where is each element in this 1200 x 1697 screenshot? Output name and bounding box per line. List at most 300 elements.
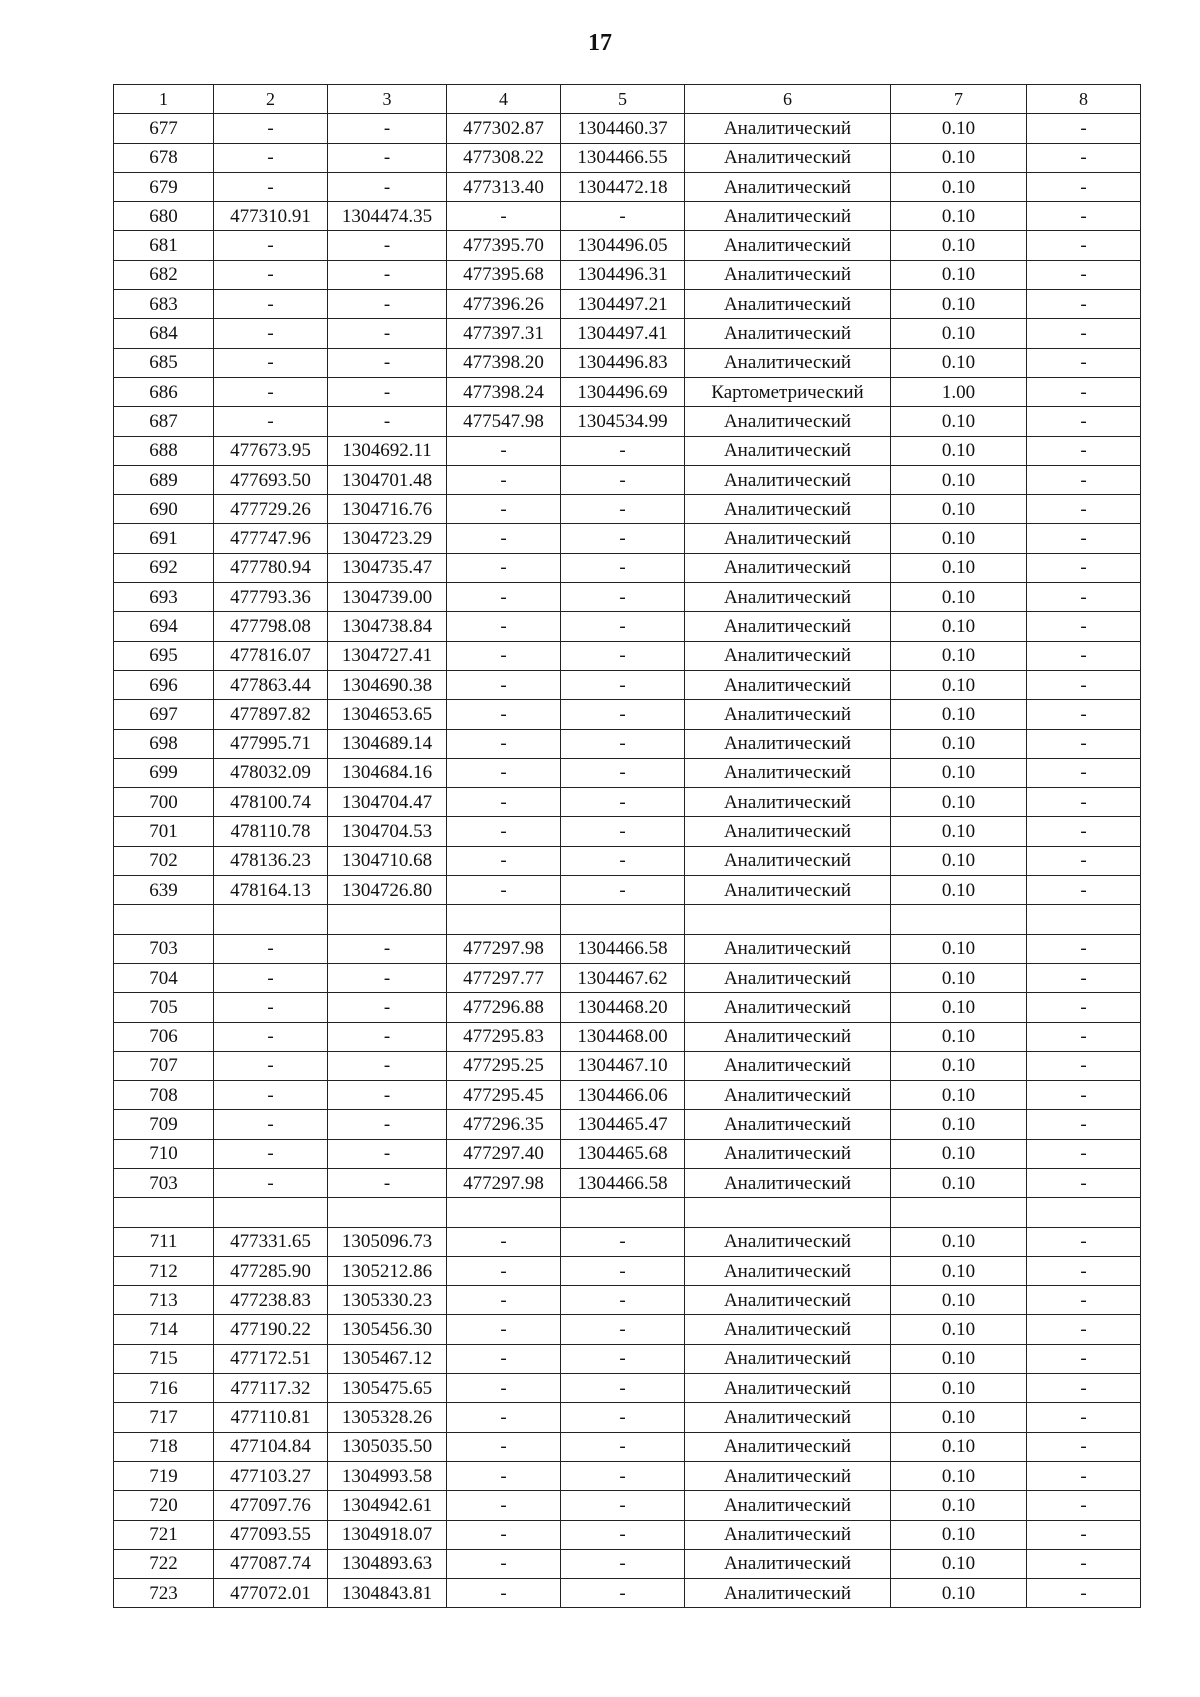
table-cell: - (1027, 934, 1141, 963)
table-cell: 639 (114, 876, 214, 905)
table-cell: - (1027, 1256, 1141, 1285)
table-cell: - (447, 817, 561, 846)
table-cell: - (214, 407, 328, 436)
table-cell: - (1027, 524, 1141, 553)
table-cell: 477117.32 (214, 1374, 328, 1403)
table-cell: 681 (114, 231, 214, 260)
table-cell (214, 905, 328, 934)
table-row (114, 260, 1141, 289)
table-cell (561, 905, 685, 934)
table-cell: - (1027, 1227, 1141, 1256)
table-cell: 1304467.62 (561, 963, 685, 992)
table-cell: 1304692.11 (328, 436, 447, 465)
table-cell: Аналитический (685, 524, 891, 553)
table-cell: - (447, 583, 561, 612)
table-cell: 477313.40 (447, 172, 561, 201)
table-cell: 477297.98 (447, 934, 561, 963)
table-cell: 0.10 (891, 524, 1027, 553)
table-cell: 0.10 (891, 670, 1027, 699)
table-cell: 477110.81 (214, 1403, 328, 1432)
table-cell: 477172.51 (214, 1344, 328, 1373)
table-cell: Аналитический (685, 1256, 891, 1285)
table-cell: 0.10 (891, 1461, 1027, 1490)
table-row (114, 1374, 1141, 1403)
table-cell: 696 (114, 670, 214, 699)
table-cell: Аналитический (685, 172, 891, 201)
table-cell: - (1027, 670, 1141, 699)
table-cell: - (1027, 436, 1141, 465)
table-row (114, 1491, 1141, 1520)
table-cell: 684 (114, 319, 214, 348)
table-cell: 478164.13 (214, 876, 328, 905)
table-cell: 1304993.58 (328, 1461, 447, 1490)
table-cell: - (447, 1549, 561, 1578)
table-cell: 693 (114, 583, 214, 612)
table-cell: Аналитический (685, 202, 891, 231)
table-cell: Аналитический (685, 260, 891, 289)
table-cell: 1304466.58 (561, 934, 685, 963)
table-cell: 477793.36 (214, 583, 328, 612)
table-cell: - (1027, 1286, 1141, 1315)
table-cell: Аналитический (685, 1051, 891, 1080)
table-cell: Аналитический (685, 1110, 891, 1139)
table-cell: 477285.90 (214, 1256, 328, 1285)
table-cell: Аналитический (685, 1520, 891, 1549)
table-cell: - (561, 436, 685, 465)
table-row (114, 202, 1141, 231)
table-cell: 0.10 (891, 1081, 1027, 1110)
table-cell: 477093.55 (214, 1520, 328, 1549)
table-cell: - (214, 1168, 328, 1197)
table-cell: 477302.87 (447, 114, 561, 143)
table-cell: Аналитический (685, 348, 891, 377)
table-cell: 0.10 (891, 319, 1027, 348)
table-cell: 477297.77 (447, 963, 561, 992)
table-cell: - (214, 114, 328, 143)
table-cell: Аналитический (685, 319, 891, 348)
table-cell: Аналитический (685, 1403, 891, 1432)
table-cell: - (1027, 1139, 1141, 1168)
table-row (114, 407, 1141, 436)
table-row (114, 1286, 1141, 1315)
table-cell (214, 1198, 328, 1227)
table-cell: - (214, 348, 328, 377)
table-cell: 0.10 (891, 290, 1027, 319)
table-cell: 707 (114, 1051, 214, 1080)
table-cell: 703 (114, 934, 214, 963)
table-cell: - (1027, 377, 1141, 406)
table-row (114, 1139, 1141, 1168)
table-cell: Аналитический (685, 700, 891, 729)
table-cell: 1304468.00 (561, 1022, 685, 1051)
table-cell: 1304701.48 (328, 465, 447, 494)
table-cell: 1304684.16 (328, 758, 447, 787)
table-row (114, 817, 1141, 846)
table-cell: - (1027, 993, 1141, 1022)
table-cell: Аналитический (685, 583, 891, 612)
table-row (114, 1579, 1141, 1608)
table-cell: 1304726.80 (328, 876, 447, 905)
table-cell: 1304942.61 (328, 1491, 447, 1520)
table-row (114, 377, 1141, 406)
table-row (114, 1227, 1141, 1256)
table-cell: Аналитический (685, 729, 891, 758)
table-cell: Аналитический (685, 1491, 891, 1520)
table-cell: - (447, 670, 561, 699)
table-cell: 677 (114, 114, 214, 143)
table-cell: Аналитический (685, 114, 891, 143)
table-cell: - (328, 1139, 447, 1168)
table-cell: - (1027, 641, 1141, 670)
table-cell: Аналитический (685, 1374, 891, 1403)
table-cell: 477693.50 (214, 465, 328, 494)
table-row (114, 963, 1141, 992)
header-cell: 5 (561, 85, 685, 114)
table-cell: - (561, 1579, 685, 1608)
table-cell: 0.10 (891, 934, 1027, 963)
table-row (114, 436, 1141, 465)
table-cell: 0.10 (891, 1139, 1027, 1168)
table-cell: - (1027, 495, 1141, 524)
table-cell: 692 (114, 553, 214, 582)
table-cell: 0.10 (891, 553, 1027, 582)
table-cell: - (1027, 553, 1141, 582)
table-cell: Аналитический (685, 758, 891, 787)
table-cell: - (1027, 1432, 1141, 1461)
table-cell: 0.10 (891, 1374, 1027, 1403)
table-cell: 716 (114, 1374, 214, 1403)
table-cell: Аналитический (685, 963, 891, 992)
table-cell: - (447, 641, 561, 670)
table-cell: 477395.70 (447, 231, 561, 260)
table-cell: 0.10 (891, 1344, 1027, 1373)
table-cell: - (328, 290, 447, 319)
table-cell: Аналитический (685, 1549, 891, 1578)
table-cell: 1304918.07 (328, 1520, 447, 1549)
table-cell: - (561, 1491, 685, 1520)
table-cell: 0.10 (891, 1022, 1027, 1051)
table-cell: - (328, 143, 447, 172)
table-cell: 477296.35 (447, 1110, 561, 1139)
table-cell: 0.10 (891, 1432, 1027, 1461)
table-cell: 1304468.20 (561, 993, 685, 1022)
table-cell: 0.10 (891, 583, 1027, 612)
table-cell: - (214, 260, 328, 289)
table-cell: - (447, 1227, 561, 1256)
table-cell: 719 (114, 1461, 214, 1490)
table-row (114, 876, 1141, 905)
table-cell: - (447, 1403, 561, 1432)
table-cell: - (561, 553, 685, 582)
table-cell: - (1027, 407, 1141, 436)
table-cell: - (447, 1315, 561, 1344)
table-cell: Аналитический (685, 553, 891, 582)
table-cell: 701 (114, 817, 214, 846)
table-cell: 0.10 (891, 465, 1027, 494)
table-cell: 694 (114, 612, 214, 641)
table-cell: 1305456.30 (328, 1315, 447, 1344)
table-cell: Аналитический (685, 1227, 891, 1256)
table-cell: - (561, 524, 685, 553)
table-row (114, 612, 1141, 641)
table-cell: 477673.95 (214, 436, 328, 465)
table-cell: - (447, 1344, 561, 1373)
table-cell: - (328, 231, 447, 260)
table-cell: 703 (114, 1168, 214, 1197)
table-cell: 1304465.68 (561, 1139, 685, 1168)
header-cell: 1 (114, 85, 214, 114)
table-cell: Аналитический (685, 876, 891, 905)
table-cell: 1304474.35 (328, 202, 447, 231)
table-cell: 1304466.58 (561, 1168, 685, 1197)
table-cell: - (1027, 1579, 1141, 1608)
table-cell: - (214, 231, 328, 260)
table-cell: 682 (114, 260, 214, 289)
table-cell: - (561, 465, 685, 494)
table-cell: 705 (114, 993, 214, 1022)
table-cell: - (328, 993, 447, 1022)
table-cell: - (1027, 260, 1141, 289)
coordinates-table (113, 84, 1141, 1608)
table-cell: 477308.22 (447, 143, 561, 172)
table-cell: - (328, 377, 447, 406)
table-cell: - (447, 524, 561, 553)
table-cell: Картометрический (685, 377, 891, 406)
table-row (114, 1168, 1141, 1197)
table-row (114, 1110, 1141, 1139)
table-cell: - (1027, 172, 1141, 201)
table-cell: 477190.22 (214, 1315, 328, 1344)
table-cell: - (1027, 202, 1141, 231)
table-cell: - (447, 846, 561, 875)
table-cell: - (1027, 1081, 1141, 1110)
table-cell: Аналитический (685, 465, 891, 494)
table-cell: Аналитический (685, 1081, 891, 1110)
table-cell: 690 (114, 495, 214, 524)
table-cell: - (447, 1520, 561, 1549)
table-cell: Аналитический (685, 993, 891, 1022)
table-cell: - (214, 1051, 328, 1080)
table-cell: 477072.01 (214, 1579, 328, 1608)
table-cell: 477780.94 (214, 553, 328, 582)
table-cell: 1304496.05 (561, 231, 685, 260)
table-cell: 678 (114, 143, 214, 172)
table-cell: - (214, 963, 328, 992)
table-cell: 1304465.47 (561, 1110, 685, 1139)
table-cell: Аналитический (685, 1579, 891, 1608)
table-cell: 478100.74 (214, 788, 328, 817)
table-cell: 0.10 (891, 1256, 1027, 1285)
header-cell: 3 (328, 85, 447, 114)
table-row (114, 172, 1141, 201)
table-cell: Аналитический (685, 817, 891, 846)
table-cell: - (447, 1491, 561, 1520)
table-cell: 0.10 (891, 348, 1027, 377)
table-cell: 0.10 (891, 641, 1027, 670)
table-cell: - (214, 1110, 328, 1139)
table-row (114, 290, 1141, 319)
table-cell: 477897.82 (214, 700, 328, 729)
table-cell: 477310.91 (214, 202, 328, 231)
table-cell (114, 905, 214, 934)
table-cell (891, 1198, 1027, 1227)
column-number-header-row (114, 85, 1141, 114)
table-cell: Аналитический (685, 641, 891, 670)
table-cell: Аналитический (685, 1286, 891, 1315)
table-cell: 1304497.21 (561, 290, 685, 319)
table-cell: 477396.26 (447, 290, 561, 319)
table-cell: 477398.24 (447, 377, 561, 406)
table-row (114, 231, 1141, 260)
table-cell: 477297.40 (447, 1139, 561, 1168)
table-row (114, 114, 1141, 143)
table-cell: 0.10 (891, 1549, 1027, 1578)
table-cell: 1305475.65 (328, 1374, 447, 1403)
table-cell: 477297.98 (447, 1168, 561, 1197)
table-cell: 708 (114, 1081, 214, 1110)
table-cell: 0.10 (891, 143, 1027, 172)
table-cell: 1304716.76 (328, 495, 447, 524)
table-cell: - (447, 1579, 561, 1608)
table-row (114, 1461, 1141, 1490)
table-cell: - (561, 202, 685, 231)
table-cell: 717 (114, 1403, 214, 1432)
table-cell: 1305330.23 (328, 1286, 447, 1315)
table-row (114, 993, 1141, 1022)
table-cell: - (447, 1432, 561, 1461)
table-cell: - (1027, 465, 1141, 494)
table-cell: - (328, 963, 447, 992)
table-row (114, 583, 1141, 612)
table-cell: - (447, 700, 561, 729)
table-cell (447, 1198, 561, 1227)
table-cell: 1304466.55 (561, 143, 685, 172)
table-cell: - (328, 348, 447, 377)
table-cell: - (1027, 876, 1141, 905)
table-row (114, 1549, 1141, 1578)
header-cell: 7 (891, 85, 1027, 114)
table-cell: - (1027, 231, 1141, 260)
table-cell: - (447, 612, 561, 641)
table-cell (1027, 1198, 1141, 1227)
table-cell: 0.10 (891, 876, 1027, 905)
table-cell: Аналитический (685, 670, 891, 699)
table-cell: 477395.68 (447, 260, 561, 289)
table-cell: - (1027, 963, 1141, 992)
table-cell: 477798.08 (214, 612, 328, 641)
table-cell: - (561, 700, 685, 729)
table-cell: 1304723.29 (328, 524, 447, 553)
table-cell: - (1027, 319, 1141, 348)
table-cell: - (1027, 1110, 1141, 1139)
table-row (114, 846, 1141, 875)
table-cell: - (447, 1461, 561, 1490)
table-cell: Аналитический (685, 1344, 891, 1373)
table-cell: - (447, 758, 561, 787)
table-cell: - (328, 1051, 447, 1080)
table-cell: 691 (114, 524, 214, 553)
table-cell (328, 1198, 447, 1227)
table-cell: 0.10 (891, 729, 1027, 758)
table-cell: - (1027, 612, 1141, 641)
table-cell: 477097.76 (214, 1491, 328, 1520)
table-cell: 478032.09 (214, 758, 328, 787)
table-cell: - (214, 993, 328, 1022)
table-cell: - (1027, 700, 1141, 729)
table-cell: 478136.23 (214, 846, 328, 875)
table-row (114, 1081, 1141, 1110)
table-cell (1027, 905, 1141, 934)
table-cell (561, 1198, 685, 1227)
table-cell: - (214, 1139, 328, 1168)
table-cell: 0.10 (891, 114, 1027, 143)
table-cell: 478110.78 (214, 817, 328, 846)
table-cell: 680 (114, 202, 214, 231)
table-cell: 477238.83 (214, 1286, 328, 1315)
table-cell: 706 (114, 1022, 214, 1051)
table-cell: - (328, 1110, 447, 1139)
table-cell: - (1027, 758, 1141, 787)
table-cell: 720 (114, 1491, 214, 1520)
table-cell: 1304496.69 (561, 377, 685, 406)
table-cell: - (561, 729, 685, 758)
table-cell: - (447, 876, 561, 905)
table-cell: - (214, 319, 328, 348)
table-cell: - (1027, 583, 1141, 612)
table-cell: 1305212.86 (328, 1256, 447, 1285)
table-cell: - (1027, 1022, 1141, 1051)
table-cell: 698 (114, 729, 214, 758)
table-cell: 0.10 (891, 495, 1027, 524)
table-row (114, 905, 1141, 934)
table-cell: 1304727.41 (328, 641, 447, 670)
table-cell (328, 905, 447, 934)
table-row (114, 1051, 1141, 1080)
table-cell: 687 (114, 407, 214, 436)
table-cell: 1304496.31 (561, 260, 685, 289)
table-cell: - (214, 143, 328, 172)
table-cell: 0.10 (891, 612, 1027, 641)
table-cell: 1304710.68 (328, 846, 447, 875)
table-cell: 711 (114, 1227, 214, 1256)
table-cell: - (214, 172, 328, 201)
table-cell: - (561, 1403, 685, 1432)
table-cell: - (447, 495, 561, 524)
table-cell: 477729.26 (214, 495, 328, 524)
table-cell: - (561, 817, 685, 846)
table-cell: - (214, 934, 328, 963)
table-cell: - (561, 583, 685, 612)
table-cell: 0.10 (891, 407, 1027, 436)
table-cell: - (1027, 1461, 1141, 1490)
table-cell: - (1027, 1315, 1141, 1344)
table-row (114, 319, 1141, 348)
table-cell: 0.10 (891, 963, 1027, 992)
table-cell: - (1027, 788, 1141, 817)
table-cell: 0.10 (891, 260, 1027, 289)
table-cell: 1304460.37 (561, 114, 685, 143)
table-cell: Аналитический (685, 436, 891, 465)
table-cell: 0.10 (891, 1403, 1027, 1432)
table-cell: 1304689.14 (328, 729, 447, 758)
table-cell: 0.10 (891, 1168, 1027, 1197)
table-row (114, 700, 1141, 729)
table-cell: 1304690.38 (328, 670, 447, 699)
table-cell: - (214, 1022, 328, 1051)
table-cell (685, 905, 891, 934)
table-cell: 688 (114, 436, 214, 465)
table-cell: 0.10 (891, 817, 1027, 846)
